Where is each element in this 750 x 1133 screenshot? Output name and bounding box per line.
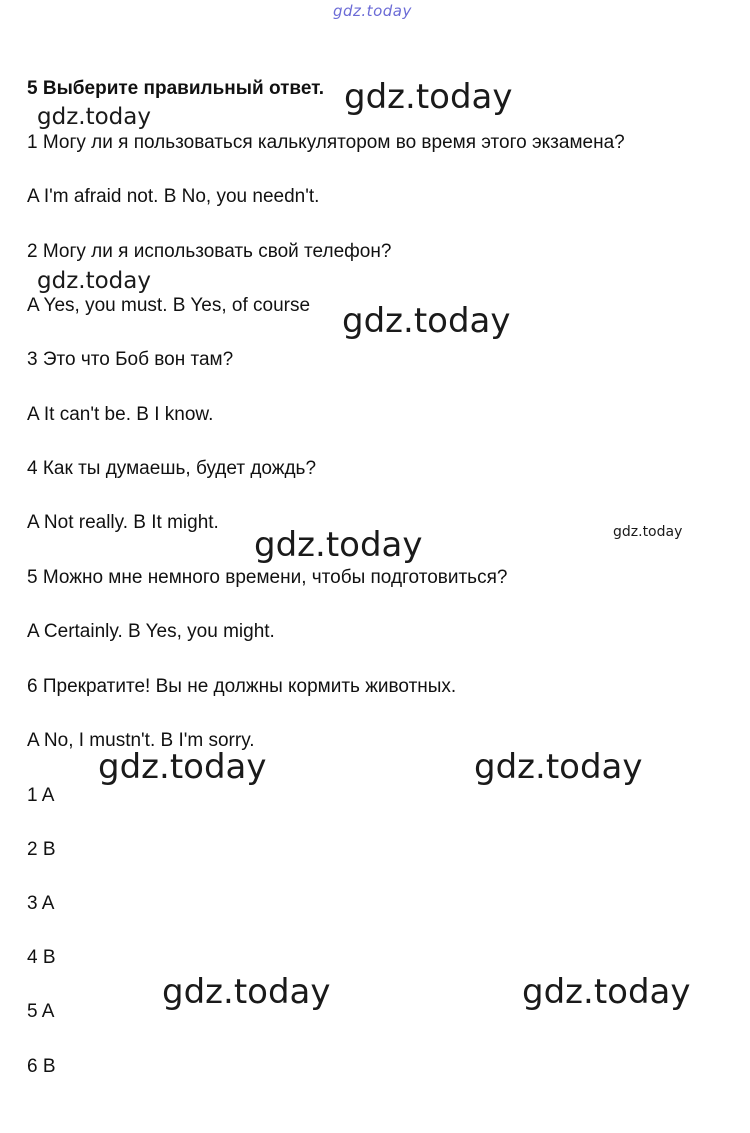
question-text: 1 Могу ли я пользоваться калькулятором во время этого экзамена? (27, 132, 625, 153)
question-options: A Yes, you must. B Yes, of course (27, 295, 311, 316)
watermark: gdz.today (98, 747, 267, 787)
question-options: A I'm afraid not. B No, you needn't. (27, 186, 320, 207)
question-text: 4 Как ты думаешь, будет дождь? (27, 458, 317, 479)
watermark: gdz.today (613, 524, 683, 540)
answer-item: 6 B (27, 1056, 56, 1077)
watermark-top: gdz.today (333, 2, 412, 20)
question-text: 2 Могу ли я использовать свой телефон? (27, 241, 392, 262)
question-options: A It can't be. B I know. (27, 404, 214, 425)
question-text: 3 Это что Боб вон там? (27, 349, 234, 370)
watermark: gdz.today (37, 268, 151, 294)
answer-item: 5 A (27, 1001, 55, 1022)
question-options: A No, I mustn't. B I'm sorry. (27, 730, 255, 751)
watermark: gdz.today (342, 301, 511, 341)
answer-item: 2 B (27, 839, 56, 860)
watermark: gdz.today (474, 747, 643, 787)
question-options: A Not really. B It might. (27, 512, 219, 533)
answer-item: 4 B (27, 947, 56, 968)
watermark: gdz.today (522, 972, 691, 1012)
task-title: 5 Выберите правильный ответ. (27, 78, 325, 99)
answer-item: 1 A (27, 785, 55, 806)
watermark: gdz.today (37, 104, 151, 130)
watermark: gdz.today (344, 77, 513, 117)
watermark: gdz.today (254, 525, 423, 565)
watermark: gdz.today (162, 972, 331, 1012)
question-options: A Certainly. B Yes, you might. (27, 621, 275, 642)
question-text: 6 Прекратите! Вы не должны кормить животных. (27, 676, 457, 697)
answer-item: 3 A (27, 893, 55, 914)
question-text: 5 Можно мне немного времени, чтобы подготовиться? (27, 567, 508, 588)
